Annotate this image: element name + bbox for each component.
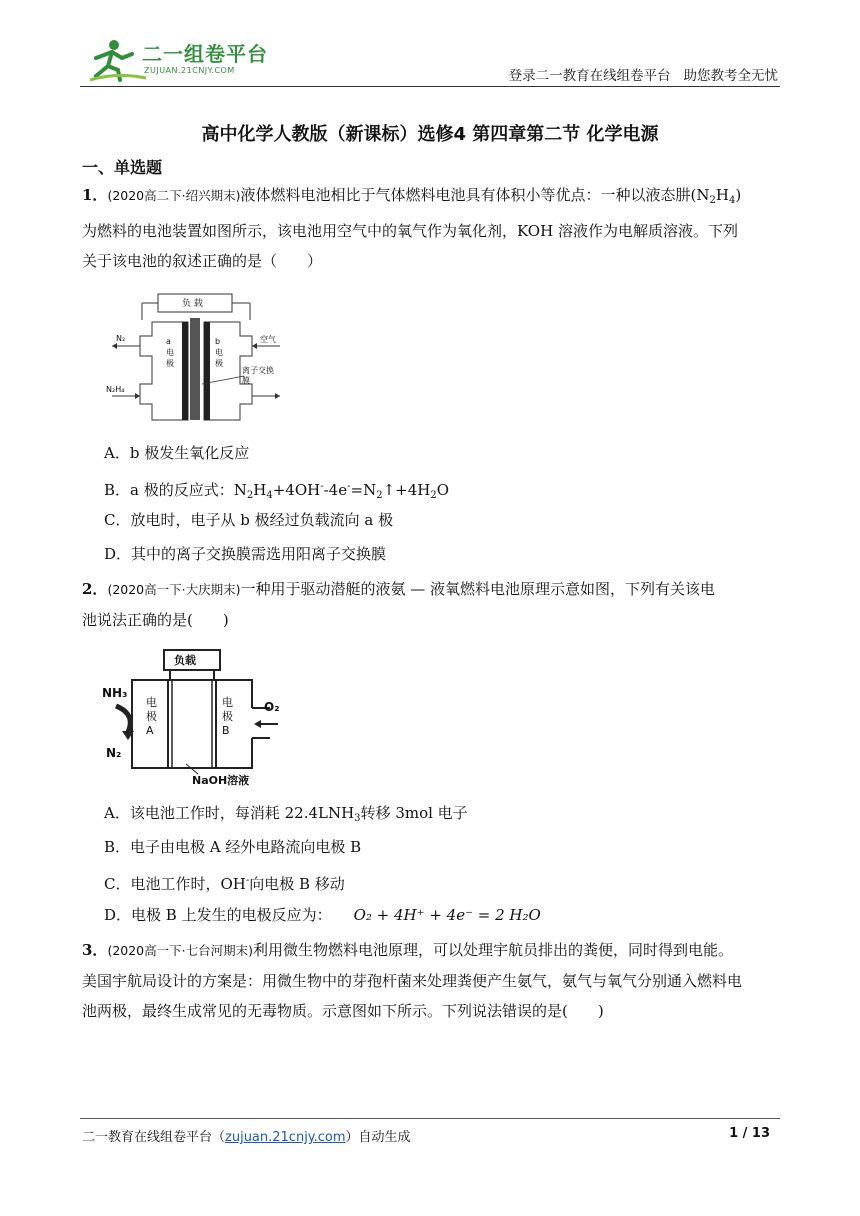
fig2-n2-label: N₂ [106,746,122,760]
logo-text: 二一组卷平台 [142,42,268,66]
fig1-load-label: 负 载 [182,299,203,309]
question-3-stem: 3．(2020高一下·七台河期末)利用微生物燃料电池原理，可以处理宇航员排出的粪便，同时得到电能。 美国宇航局设计的方案是：用微生物中的芽孢杆菌来处理粪便产生氨气，氨气与氧气分别通入燃料电 池两极，最终生成常见的无毒物质。示意图如下所示。下列说法错误的是( ) [82,941,743,1020]
document-title: 高中化学人教版（新课标）选修4 第四章第二节 化学电源 [201,124,659,145]
footer-divider [80,1118,780,1119]
footer-link[interactable]: zujuan.21cnjy.com [225,1130,346,1145]
q2-option-d[interactable]: D．电极 B 上发生的电极反应为： O₂ + 4H⁺ + 4e⁻ = 2 H₂O [104,906,541,924]
fig1-n2-label: N₂ [116,334,126,343]
q2-option-a[interactable]: A．该电池工作时，每消耗 $22.4LNH_3$转移 3mol 电子 [104,804,468,824]
fig2-electrode-a-label: 电极A [146,696,157,737]
fuel-cell-diagram-2 [102,648,282,788]
logo-subtext: ZUJUAN.21CNJY.COM [144,66,235,75]
fuel-cell-diagram-1 [104,292,288,426]
fig2-electrode-b-label: 电极B [222,696,233,737]
fig2-load-label: 负载 [174,654,196,667]
header-slogan: 登录二一教育在线组卷平台 助您教考全无忧 [508,68,778,84]
fig2-naoh-label: NaOH溶液 [192,774,250,787]
footer-text: 二一教育在线组卷平台（zujuan.21cnjy.com）自动生成 [82,1130,411,1145]
platform-logo [88,36,288,84]
header-divider [80,86,780,87]
fig1-n2h4-label: N₂H₄ [106,385,125,394]
q2-option-b[interactable]: B．电子由电极 A 经外电路流向电极 B [104,838,362,856]
q1-option-d[interactable]: D．其中的离子交换膜需选用阳离子交换膜 [104,545,387,563]
fig1-air-label: 空气 [260,335,276,344]
q1-option-a[interactable]: A．b 极发生氧化反应 [104,444,250,462]
page-number: 1 / 13 [729,1126,770,1141]
fig1-b-electrode-label: b电极 [215,337,223,368]
question-1-stem: 1．(2020高二下·绍兴期末)液体燃料电池相比于气体燃料电池具有体积小等优点：一种以液态肼$(N_2H_4)$ 为燃料的电池装置如图所示，该电池用空气中的氧气作为氧化剂，KOH 溶液作为电解质溶液。下列 关于该电池的叙述正确的是（ ） [82,186,742,270]
runner-icon [90,40,146,80]
question-2-stem: 2．(2020高一下·大庆期末)一种用于驱动潜艇的液氨 — 液氧燃料电池原理示意如图，下列有关该电 池说法正确的是( ) [82,580,716,629]
q1-option-c[interactable]: C．放电时，电子从 b 极经过负载流向 a 极 [104,511,394,529]
q1-option-b[interactable]: B．a 极的反应式：$N_2H_4+4OH^--4e^-=N_2↑+4H_2O$ [104,481,450,501]
fig1-membrane-label: 离子交换膜 [242,366,274,385]
fig2-o2-label: O₂ [264,700,280,714]
q2-option-c[interactable]: C．电池工作时，OH-向电极 B 移动 [104,875,345,893]
fig1-a-electrode-label: a电极 [166,337,174,368]
q2-option-d-equation: O₂ + 4H⁺ + 4e⁻ = 2 H₂O [353,906,541,924]
fig2-nh3-label: NH₃ [102,686,128,700]
section-title: 一、单选题 [82,158,163,177]
